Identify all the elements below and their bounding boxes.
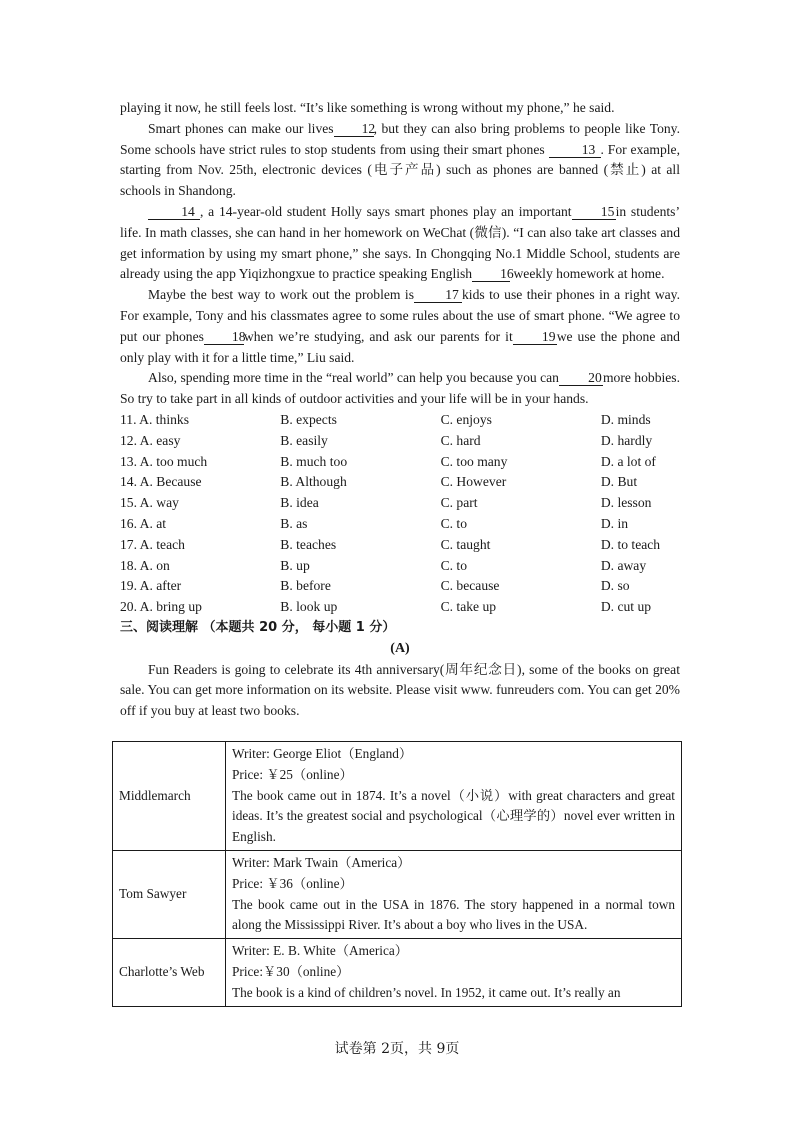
text: in students’ life. In math classes, she can hand in her homework on WeChat (微信). “I can also take art classes and get information by using my smart phone,” she says. In Chongqing No.1 Middle School, students are already using the app Yiqizhongxue to practice speaking English [120, 203, 680, 282]
option-row-12 [120, 431, 680, 452]
book-details [226, 939, 682, 1006]
book-title: Tom Sawyer [113, 850, 226, 938]
blank-14: 14 [148, 204, 200, 220]
option-d: D. away [600, 557, 647, 573]
book-description: The book is a kind of children’s novel. In 1952, it came out. It’s really an [232, 984, 621, 1000]
option-c: C. hard [440, 432, 481, 448]
book-price: Price: ￥36（online） [232, 875, 353, 891]
cloze-paragraph-1 [120, 119, 680, 202]
option-b: B. easily [280, 432, 328, 448]
book-title: Middlemarch [113, 742, 226, 851]
option-d: D. to teach [600, 536, 661, 552]
option-c: C. to [440, 557, 467, 573]
books-table [112, 741, 682, 1007]
text: . For example, starting from Nov. 25th, electronic devices (电子产品) such as phones are banned (禁止) at all schools in Shandong. [120, 141, 680, 199]
option-a: 13. A. too much [120, 453, 208, 469]
option-b: B. up [280, 557, 310, 573]
option-b: B. teaches [280, 536, 337, 552]
cloze-paragraph-2 [120, 202, 680, 285]
passage-label: (A) [390, 640, 410, 656]
book-details [226, 850, 682, 938]
option-c: C. enjoys [440, 411, 492, 427]
option-b: B. as [280, 515, 308, 531]
book-description: The book came out in 1874. It’s a novel（小说）with great characters and great ideas. It’s the greatest social and psychological（心理学的）novel ever written in English. [232, 787, 675, 845]
book-details [226, 742, 682, 851]
option-row-13 [120, 452, 680, 473]
option-d: D. lesson [600, 495, 652, 511]
text: we use the phone and only play with it for a little time,” Liu said. [120, 328, 680, 365]
option-c: C. However [440, 474, 507, 490]
text: when we’re studying, and ask our parents for it [243, 328, 513, 344]
reading-intro: Fun Readers is going to celebrate its 4th anniversary(周年纪念日), some of the books on great sale. You can get more information on its website. Please visit www. funreuders com. You can get 20% off if you buy at least two books. [120, 661, 680, 719]
blank-13: 13 [549, 142, 601, 158]
book-price: Price: ￥25（online） [232, 766, 353, 782]
option-a: 12. A. easy [120, 432, 181, 448]
cloze-paragraph-4 [120, 368, 680, 410]
blank-20: 20 [559, 370, 603, 386]
option-d: D. minds [600, 411, 651, 427]
option-row-17 [120, 535, 680, 556]
book-writer: Writer: E. B. White（America） [232, 943, 409, 959]
option-c: C. taught [440, 536, 491, 552]
cloze-paragraph-0: playing it now, he still feels lost. “It’s like something is wrong without my phone,” he said. [120, 100, 615, 115]
blank-18: 18 [204, 329, 244, 345]
book-title: Charlotte’s Web [113, 939, 226, 1006]
text: Maybe the best way to work out the problem is [148, 287, 414, 303]
text: Also, spending more time in the “real world” can help you because you can [148, 370, 559, 386]
option-b: B. expects [280, 411, 337, 427]
option-row-16 [120, 514, 680, 535]
blank-12: 12 [334, 121, 374, 137]
option-row-14 [120, 472, 680, 493]
text: weekly homework at home. [510, 266, 665, 282]
points-text: （本题共 20 分， 每小题 1 分） [202, 619, 396, 635]
option-d: D. But [600, 474, 638, 490]
option-a: 16. A. at [120, 515, 167, 531]
option-a: 20. A. bring up [120, 599, 202, 615]
text: , a 14-year-old student Holly says smart phones play an important [200, 203, 572, 219]
option-row-11 [120, 410, 680, 431]
exam-page-content [120, 98, 680, 722]
option-a: 17. A. teach [120, 536, 185, 552]
book-description: The book came out in the USA in 1876. The story happened in a normal town along the Mississippi River. It’s about a boy who lives in the USA. [232, 896, 675, 933]
option-c: C. to [440, 515, 467, 531]
option-d: D. a lot of [600, 453, 656, 469]
table-row [113, 939, 682, 1006]
option-c: C. part [440, 495, 478, 511]
option-b: B. before [280, 578, 331, 594]
option-row-19 [120, 576, 680, 597]
blank-16: 16 [472, 266, 510, 282]
option-c: C. too many [440, 453, 508, 469]
table-row [113, 850, 682, 938]
option-a: 15. A. way [120, 495, 179, 511]
blank-19: 19 [513, 329, 557, 345]
blank-17: 17 [414, 287, 462, 303]
blank-15: 15 [572, 204, 616, 220]
table-row [113, 742, 682, 851]
book-writer: Writer: Mark Twain（America） [232, 854, 411, 870]
option-b: B. look up [280, 599, 338, 615]
option-a: 11. A. thinks [120, 411, 189, 427]
option-b: B. Although [280, 474, 347, 490]
option-b: B. idea [280, 495, 319, 511]
option-a: 14. A. Because [120, 474, 202, 490]
text: more hobbies. So try to take part in all kinds of outdoor activities and your life will be in your hands. [120, 370, 680, 407]
text: Smart phones can make our lives [148, 120, 334, 136]
text: kids to use their phones in a right way. For example, Tony and his classmates agree to some rules about the use of smart phone. “We agree to put our phones [120, 287, 680, 344]
heading-text: 三、阅读理解 [120, 619, 199, 635]
option-row-20 [120, 597, 680, 618]
option-d: D. cut up [600, 599, 652, 615]
option-d: D. so [600, 578, 630, 594]
reading-section-heading [120, 618, 680, 639]
option-d: D. in [600, 515, 629, 531]
book-writer: Writer: George Eliot（England） [232, 746, 413, 761]
option-d: D. hardly [600, 432, 653, 448]
book-price: Price:￥30（online） [232, 963, 350, 979]
cloze-paragraph-3 [120, 285, 680, 368]
option-c: C. because [440, 578, 500, 594]
option-c: C. take up [440, 599, 497, 615]
option-row-18 [120, 556, 680, 577]
option-a: 18. A. on [120, 557, 170, 573]
option-a: 19. A. after [120, 578, 182, 594]
answer-options [120, 410, 680, 618]
option-b: B. much too [280, 453, 348, 469]
option-row-15 [120, 493, 680, 514]
text: , but they can also bring problems to people like Tony. Some schools have strict rules to stop students from using their smart phones [120, 120, 680, 157]
page-footer: 试卷第 2页，共 9页 [334, 1041, 460, 1057]
